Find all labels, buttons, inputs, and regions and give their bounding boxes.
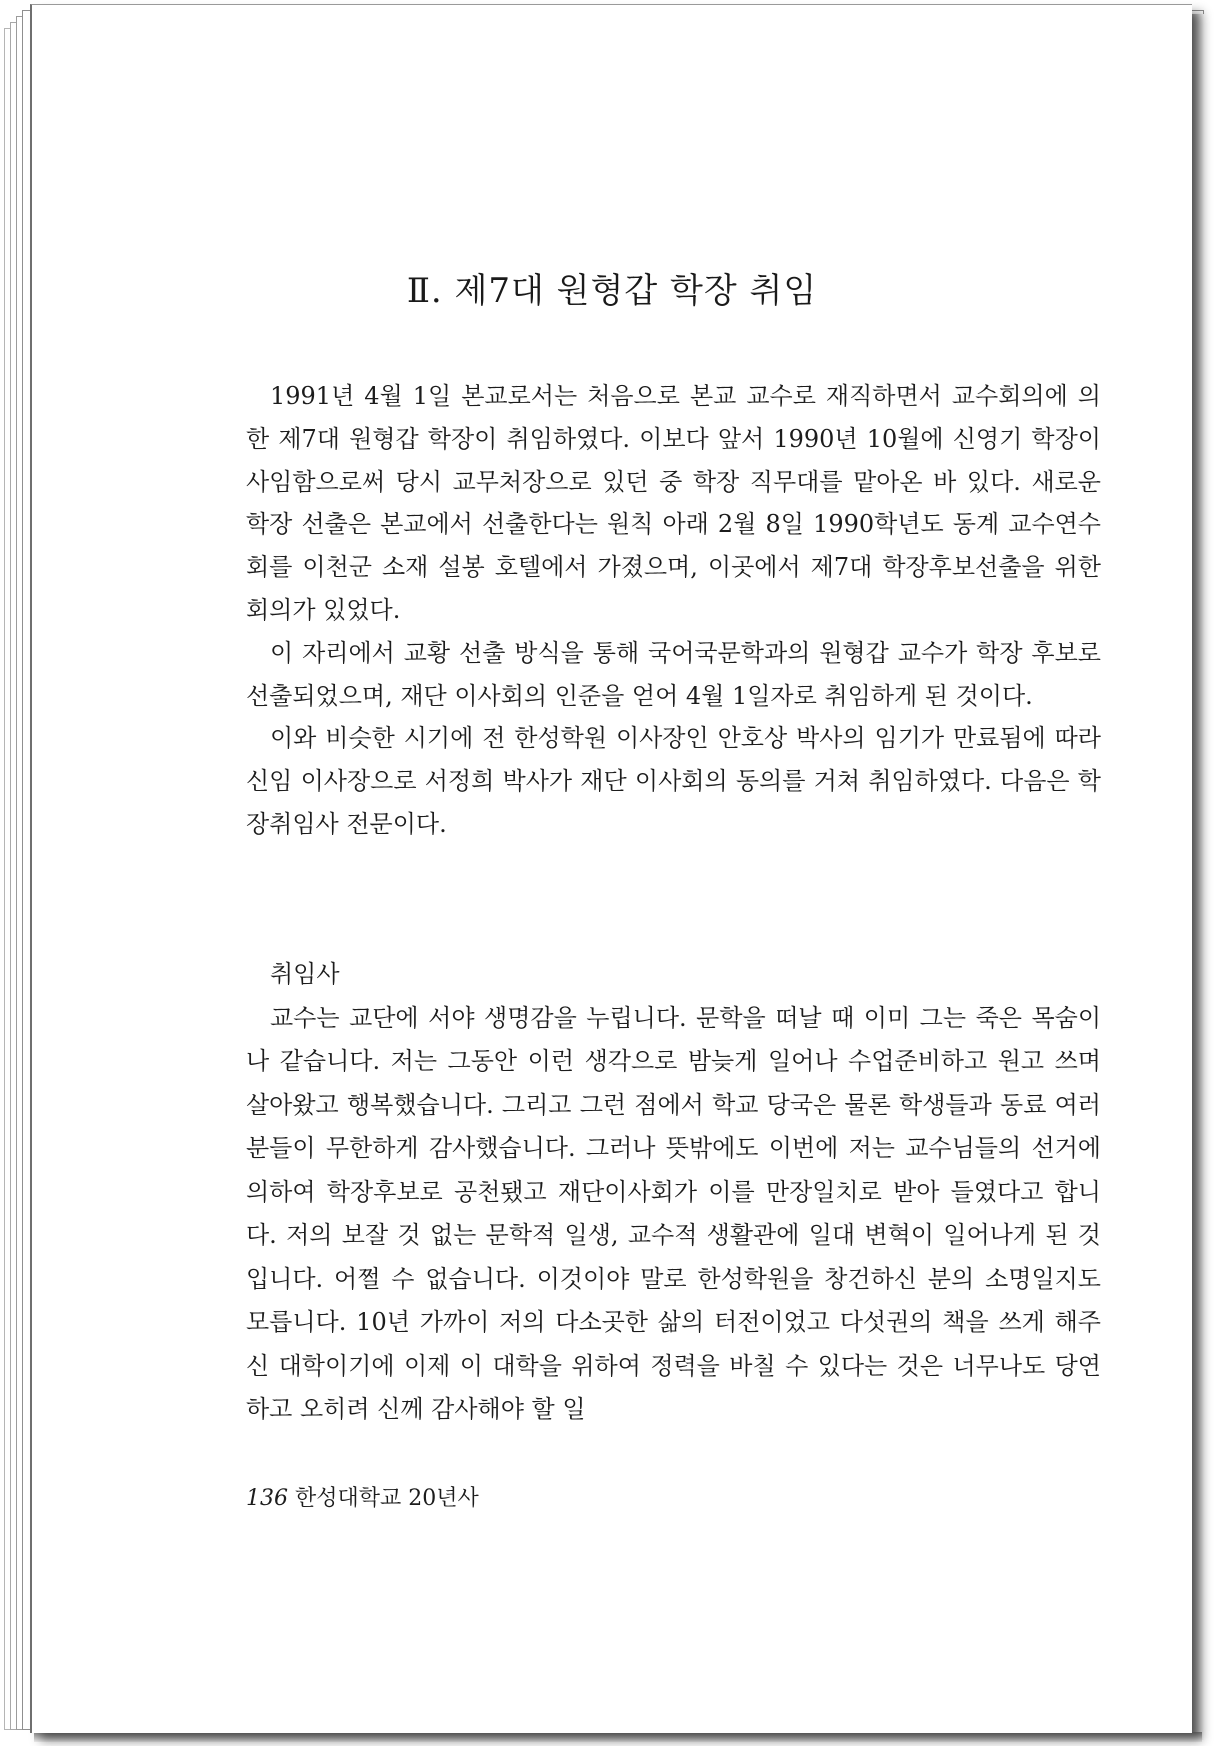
- speech-heading: 취임사: [270, 960, 340, 988]
- page-footer: [246, 1481, 479, 1512]
- page-number: 136: [246, 1486, 288, 1511]
- speech-text: 교수는 교단에 서야 생명감을 누립니다. 문학을 떠날 때 이미 그는 죽은 목숨이나 같습니다. 저는 그동안 이런 생각으로 밤늦게 일어나 수업준비하고 원고 쓰며 살아왔고 행복했습니다. 그리고 그런 점에서 학교 당국은 물론 학생들과 동료 여러분들이 무한하게 감사했습니다. 그러나 뜻밖에도 이번에 저는 교수님들의 선거에 의하여 학장후보로 공천됐고 재단이사회가 이를 만장일치로 받아 들였다고 합니다. 저의 보잘 것 없는 문학적 일생, 교수적 생활관에 일대 변혁이 일어나게 된 것입니다. 어쩔 수 없습니다. 이것이야 말로 한성학원을 창건하신 분의 소명일지도 모릅니다. 10년 가까이 저의 다소곳한 삶의 터전이었고 다섯권의 책을 쓰게 해주신 대학이기에 이제 이 대학을 위하여 정력을 바칠 수 있다는 것은 너무나도 당연하고 오히려 신께 감사해야 할 일: [246, 1003, 1101, 1423]
- paragraph: 이와 비슷한 시기에 전 한성학원 이사장인 안호상 박사의 임기가 만료됨에 따라 신임 이사장으로 서정희 박사가 재단 이사회의 동의를 거쳐 취임하였다. 다음은 학장취임사 전문이다.: [246, 724, 1101, 838]
- body-text: [246, 375, 1101, 846]
- inaugural-speech: [246, 953, 1101, 1432]
- page: [30, 4, 1192, 1733]
- chapter-title: Ⅱ. 제7대 원형갑 학장 취임: [406, 271, 818, 311]
- page-shadow: [1190, 14, 1204, 1740]
- paragraph: 이 자리에서 교황 선출 방식을 통해 국어국문학과의 원형갑 교수가 학장 후보로 선출되었으며, 재단 이사회의 인준을 얻어 4월 1일자로 취임하게 된 것이다.: [246, 638, 1101, 710]
- paragraph: 1991년 4월 1일 본교로서는 처음으로 본교 교수로 재직하면서 교수회의에 의한 제7대 원형갑 학장이 취임하였다. 이보다 앞서 1990년 10월에 신영기 학장이 사임함으로써 당시 교무처장으로 있던 중 학장 직무대를 맡아온 바 있다. 새로운 학장 선출은 본교에서 선출한다는 원칙 아래 2월 8일 1990학년도 동계 교수연수회를 이천군 소재 설봉 호텔에서 가졌으며, 이곳에서 제7대 학장후보선출을 위한 회의가 있었다.: [246, 382, 1101, 624]
- book-title: 한성대학교 20년사: [295, 1486, 479, 1511]
- page-shadow: [34, 1732, 1202, 1742]
